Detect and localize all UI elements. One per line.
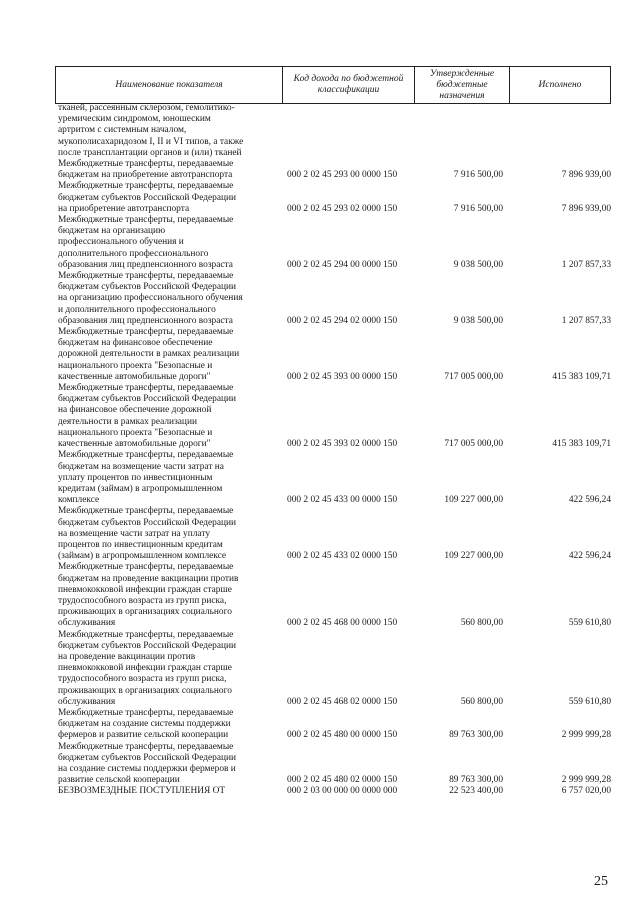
header-name: Наименование показателя	[55, 66, 283, 104]
row-code: 000 2 02 45 480 02 0000 150	[287, 775, 398, 786]
header-code: Код дохода по бюджетной классификации	[282, 66, 415, 104]
header-executed: Исполнено	[509, 66, 611, 104]
row-name: Межбюджетные трансферты, передаваемые бюджетам на организацию профессионального обучения и дополнительного профессионального образования лиц предпенсионного возраста	[58, 215, 234, 270]
row-approved: 89 763 300,00	[449, 730, 503, 741]
row-name: Межбюджетные трансферты, передаваемые бюджетам субъектов Российской Федерации на финансовое обеспечение дорожной деятельности в рамках реализации национального проекта "Безопасные и качественные автомобильные дороги"	[58, 383, 237, 450]
row-executed: 422 596,24	[568, 551, 611, 562]
row-executed: 1 207 857,33	[561, 315, 611, 326]
row-name: Межбюджетные трансферты, передаваемые бюджетам на финансовое обеспечение дорожной деятельности в рамках реализации национального проекта "Безопасные и качественные автомобильные дороги"	[58, 327, 240, 382]
row-name: Межбюджетные трансферты, передаваемые бюджетам субъектов Российской Федерации на приобретение автотранспорта	[58, 181, 237, 214]
row-approved: 7 916 500,00	[453, 203, 503, 214]
row-executed: 7 896 939,00	[561, 203, 611, 214]
row-approved: 9 038 500,00	[453, 259, 503, 270]
row-executed: 415 383 109,71	[552, 439, 611, 450]
table-row	[55, 450, 611, 506]
table-row	[55, 383, 611, 450]
table-row	[55, 708, 611, 742]
row-approved: 89 763 300,00	[449, 775, 503, 786]
row-executed: 415 383 109,71	[552, 371, 611, 382]
table-row	[55, 215, 611, 271]
row-code: 000 2 02 45 393 00 0000 150	[287, 371, 398, 382]
row-code: 000 2 02 45 468 00 0000 150	[287, 618, 398, 629]
row-code: 000 2 02 45 393 02 0000 150	[287, 439, 398, 450]
row-approved: 560 800,00	[460, 618, 503, 629]
row-name: Межбюджетные трансферты, передаваемые бюджетам субъектов Российской Федерации на организацию профессионального обучения и дополнительного профессионального образования лиц предпенсионного возраста	[58, 271, 243, 326]
row-name: Межбюджетные трансферты, передаваемые бюджетам на проведение вакцинации против пневмококковой инфекции граждан старше трудоспособного возраста из групп риска, проживающих в организациях социального обслуживания	[58, 562, 239, 629]
table-body	[55, 103, 611, 798]
row-name: Межбюджетные трансферты, передаваемые бюджетам субъектов Российской Федерации на возмещение части затрат на уплату процентов по инвестиционным кредитам (займам) в агропромышленном комплексе	[58, 506, 237, 562]
row-code: 000 2 02 45 433 02 0000 150	[287, 551, 398, 562]
row-executed: 559 610,80	[568, 696, 611, 707]
table-row	[55, 181, 611, 215]
row-code: 000 2 02 45 294 00 0000 150	[287, 259, 398, 270]
row-name: Межбюджетные трансферты, передаваемые бюджетам субъектов Российской Федерации на проведение вакцинации против пневмококковой инфекции граждан старше трудоспособного возраста из групп риска, проживающих в организациях социального обслуживания	[58, 629, 237, 707]
table-row	[55, 327, 611, 383]
table-row	[55, 103, 611, 159]
row-code: 000 2 02 45 293 02 0000 150	[287, 203, 398, 214]
row-name: БЕЗВОЗМЕЗДНЫЕ ПОСТУПЛЕНИЯ ОТ	[58, 786, 226, 797]
row-code: 000 2 02 45 433 00 0000 150	[287, 495, 398, 506]
table-row	[55, 630, 611, 708]
row-approved: 717 005 000,00	[444, 439, 503, 450]
row-name: тканей, рассеянным склерозом, гемолитико- уремическим синдромом, юношеским артритом с системным началом, мукополисахаридозом I, II и VI типов, а также после трансплантации органов и (или) тканей	[58, 103, 244, 158]
row-approved: 717 005 000,00	[444, 371, 503, 382]
row-executed: 559 610,80	[568, 618, 611, 629]
row-name: Межбюджетные трансферты, передаваемые бюджетам на создание системы поддержки фермеров и развитие сельской кооперации	[58, 707, 234, 741]
header-approved: Утвержденные бюджетные назначения	[414, 66, 510, 104]
row-executed: 2 999 999,28	[561, 775, 611, 786]
table-row	[55, 562, 611, 629]
table-row	[55, 742, 611, 787]
row-name: Межбюджетные трансферты, передаваемые бюджетам субъектов Российской Федерации на создание системы поддержки фермеров и развитие сельской кооперации	[58, 741, 237, 786]
table-row	[55, 159, 611, 181]
row-executed: 7 896 939,00	[561, 170, 611, 181]
table-row	[55, 786, 611, 797]
page-number: 25	[594, 874, 608, 889]
row-executed: 422 596,24	[568, 495, 611, 506]
row-code: 000 2 02 45 293 00 0000 150	[287, 170, 398, 181]
row-code: 000 2 02 45 468 02 0000 150	[287, 696, 398, 707]
table-row	[55, 271, 611, 327]
row-name: Межбюджетные трансферты, передаваемые бюджетам на приобретение автотранспорта	[58, 159, 234, 181]
row-executed: 2 999 999,28	[561, 730, 611, 741]
row-approved: 560 800,00	[460, 696, 503, 707]
row-name: Межбюджетные трансферты, передаваемые бюджетам на возмещение части затрат на уплату процентов по инвестиционным кредитам (займам) в агропромышленном комплексе	[58, 450, 234, 506]
row-approved: 9 038 500,00	[453, 315, 503, 326]
row-code: 000 2 02 45 294 02 0000 150	[287, 315, 398, 326]
row-approved: 109 227 000,00	[444, 495, 503, 506]
row-approved: 7 916 500,00	[453, 170, 503, 181]
row-executed: 6 757 020,00	[561, 786, 611, 797]
row-approved: 22 523 400,00	[449, 786, 503, 797]
row-code: 000 2 03 00 000 00 0000 000	[287, 786, 398, 797]
row-executed: 1 207 857,33	[561, 259, 611, 270]
table-row	[55, 506, 611, 562]
row-approved: 109 227 000,00	[444, 551, 503, 562]
row-code: 000 2 02 45 480 00 0000 150	[287, 730, 398, 741]
